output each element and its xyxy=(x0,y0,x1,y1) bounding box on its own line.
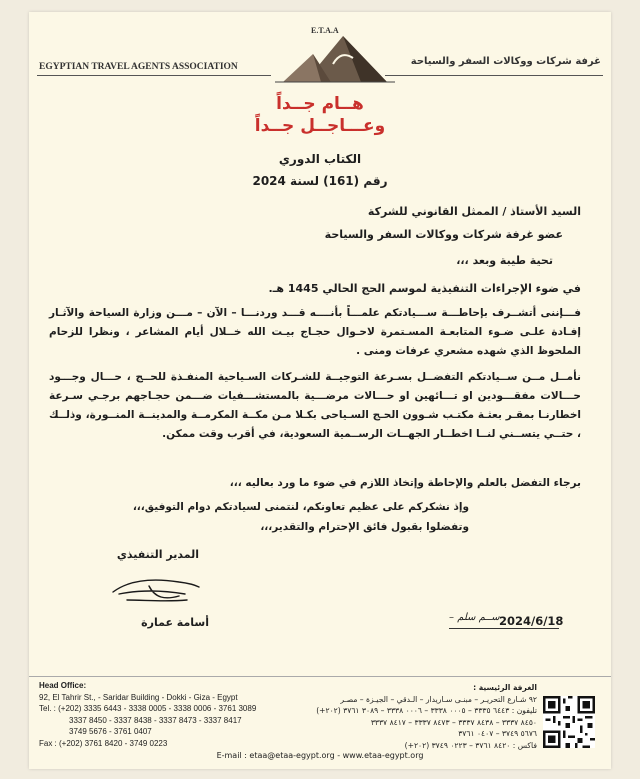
signatory-name: أسامة عمارة xyxy=(141,616,209,629)
circular-title: الكتاب الدوري xyxy=(278,152,362,166)
address-en: 92, El Tahrir St., - Saridar Building - Dokki - Giza - Egypt xyxy=(39,692,238,702)
closing-line-2: وتفضلوا بقبول فائق الإحترام والتقدير،،، xyxy=(260,521,469,533)
phone-ar-3: ٥٦٧٦ ٣٧٤٩ – ٠٤٠٧ ٣٧٦١ xyxy=(458,729,537,738)
org-name-ar: غرفة شركات ووكالات السفر والسياحة xyxy=(410,56,601,67)
paragraph-2: نأمــل مــن ســيادتكم التفضــل بسـرعة التوجيــة للشـركات السـياحية المنفـذة للحــج ، حـــال وجـــود حـــالات مفقـــودين او تـــائهين او حـــالات مرضـــية بالمستشـــفيات ضـــمن حجـاجهم برجـي سـرعة اخطارنـا بمقـر بعثـة مكتـب شـوون الحـج السـياحى بكـلا مـن مكــة المكرمــة والمدينــة المنــورة، وذلــك ، حتــي يتســني لنــا اخطــار الجهــات الرســمية السعودية، في أقرب وقت ممكن. xyxy=(49,371,581,440)
date-underline xyxy=(449,628,559,629)
footer-divider xyxy=(29,676,611,677)
logo-text: E.T.A.A xyxy=(311,26,339,35)
phone-en-1: Tel. : (+202) 3335 6443 - 3338 0005 - 3338 0006 - 3761 3089 xyxy=(39,704,257,713)
phone-en-2: 3337 8450 - 3337 8438 - 3337 8473 - 3337 8417 xyxy=(69,715,242,725)
urgent-line-2: وعـــاجــل جــداً xyxy=(254,116,386,136)
letter-date: 2024/6/18 xyxy=(499,614,564,628)
addressee-line-2: عضو غرفة شركات ووكالات السفر والسياحة xyxy=(324,228,563,241)
qr-code xyxy=(543,696,595,748)
footer-email-website: E-mail : etaa@etaa-egypt.org - www.etaa-egypt.org xyxy=(216,751,424,760)
fax-ar: فاكس : ٨٤٢٠ ٣٧٦١ – ٠٢٢٣ ٣٧٤٩ (٢٠٢+) xyxy=(404,740,537,750)
subject-line: في ضوء الإجراءات التنفيذية لموسم الحج الحالي 1445 هـ. xyxy=(268,282,581,295)
header-divider-left xyxy=(37,75,271,76)
footer-contact-ar xyxy=(229,682,537,751)
footer-contact-en xyxy=(39,680,256,749)
urgent-line-1: هــام جــداً xyxy=(276,94,364,114)
addressee-line-1: السيد الأستاذ / الممثل القانوني للشركة xyxy=(367,205,581,218)
phone-en-3: 3749 5676 - 3761 0407 xyxy=(69,727,152,736)
address-ar: ٩٢ شـارع التحريـر – مبنـى سـاريدار – الـدقي – الجيـزة – مصـر xyxy=(340,694,537,704)
signatory-role: المدير التنفيذي xyxy=(116,548,199,561)
circular-number: رقم (161) لسنة 2024 xyxy=(252,174,388,188)
head-office-label-ar: الغرفة الرئيسية : xyxy=(473,683,537,692)
closing-line-1: وإذ نشكركم على عظيم تعاونكم، لنتمنى لسيادتكم دوام التوفيق،،، xyxy=(132,501,469,513)
paragraph-3: برجاء التفضل بالعلم والإحاطة وإتخاذ اللازم في ضوء ما ورد بعاليه ،،، xyxy=(229,477,581,489)
phone-ar-2: ٨٤٥٠ ٣٣٣٧ – ٨٤٣٨ ٣٣٣٧ – ٨٤٧٣ ٣٣٣٧ – ٨٤١٧ ٣٣٣٧ xyxy=(370,717,537,727)
handwritten-signature xyxy=(109,570,205,610)
fax-en: Fax : (+202) 3761 8420 - 3749 0223 xyxy=(39,738,168,748)
header-divider-right xyxy=(385,75,603,76)
head-office-label: Head Office: xyxy=(39,681,87,690)
letter-page xyxy=(29,12,611,769)
paragraph-1: فـــإننى أتشــرف بإحاطـــة ســـيادتكم علمـــاً بأنــــه قـــد وردنـــا – الآن – مـــن وزارة السياحة والآثـار إفـادة علـى ضـوء المتابعـة المسـتمرة لاحـوال حجـاج بيـت الله خــلال أيام المشاعر ، ونظرا للزحام الملحوظ الذي شهده مشعري عرفات ومنى . xyxy=(49,307,581,357)
org-name-en: EGYPTIAN TRAVEL AGENTS ASSOCIATION xyxy=(39,62,238,72)
hijri-date-note: – ســم سلم xyxy=(449,612,500,623)
phone-ar-1: تليفون : ٦٤٤٣ ٣٣٣٥ – ٠٠٠٥ ٣٣٣٨ – ٠٠٠٦ ٣٣٣٨ – ٣٠٨٩ ٣٧٦١ (٢٠٢+) xyxy=(316,706,537,715)
greeting: تحية طيبة وبعد ،،، xyxy=(456,254,553,267)
